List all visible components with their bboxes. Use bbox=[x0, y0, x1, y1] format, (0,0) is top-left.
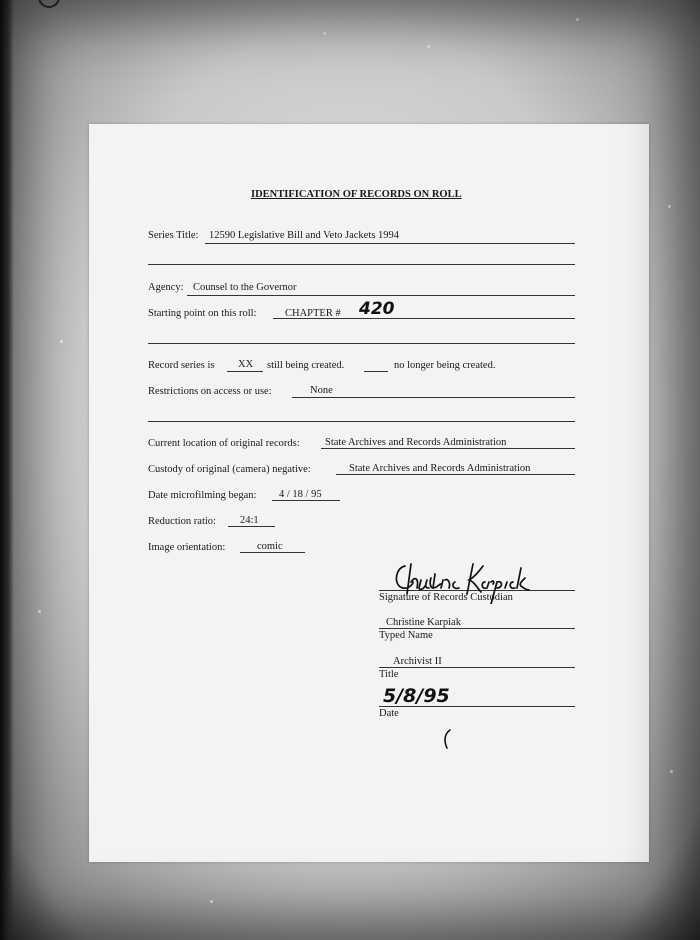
restrictions-rule bbox=[292, 397, 575, 398]
orientation-label: Image orientation: bbox=[148, 542, 226, 553]
blank-line bbox=[148, 343, 575, 344]
restrictions-label: Restrictions on access or use: bbox=[148, 386, 272, 397]
date-began-label: Date microfilming began: bbox=[148, 490, 257, 501]
dust-speck bbox=[576, 18, 579, 21]
record-series-still-rule bbox=[227, 371, 263, 372]
dust-speck bbox=[38, 610, 41, 613]
series-title-rule bbox=[205, 243, 575, 244]
dust-speck bbox=[670, 770, 673, 773]
form-page bbox=[89, 124, 649, 862]
date-caption: Date bbox=[379, 708, 399, 719]
custody-value: State Archives and Records Administration bbox=[349, 463, 531, 474]
record-series-mark: XX bbox=[238, 359, 254, 370]
custody-label: Custody of original (camera) negative: bbox=[148, 464, 311, 475]
film-edge bbox=[0, 0, 14, 940]
current-location-value: State Archives and Records Administration bbox=[325, 437, 507, 448]
orientation-value: comic bbox=[257, 541, 283, 552]
pen-stray-mark bbox=[441, 728, 453, 750]
series-title-label: Series Title: bbox=[148, 230, 199, 241]
dust-speck bbox=[427, 45, 430, 48]
restrictions-value: None bbox=[310, 385, 333, 396]
starting-point-handwritten: 420 bbox=[359, 299, 395, 319]
typed-name-value: Christine Karpiak bbox=[386, 617, 461, 628]
dust-speck bbox=[323, 32, 326, 35]
reduction-value: 24:1 bbox=[240, 515, 259, 526]
reduction-label: Reduction ratio: bbox=[148, 516, 216, 527]
title-value: Archivist II bbox=[393, 656, 442, 667]
date-handwritten: 5/8/95 bbox=[383, 685, 450, 707]
dust-speck bbox=[210, 900, 213, 903]
no-longer-being-created-text: no longer being created. bbox=[394, 360, 496, 371]
blank-line bbox=[148, 264, 575, 265]
record-series-label: Record series is bbox=[148, 360, 215, 371]
agency-rule bbox=[187, 295, 575, 296]
dust-speck bbox=[60, 340, 63, 343]
agency-label: Agency: bbox=[148, 282, 184, 293]
form-heading: IDENTIFICATION OF RECORDS ON ROLL bbox=[251, 189, 462, 200]
record-series-no-longer-rule bbox=[364, 371, 388, 372]
still-being-created-text: still being created. bbox=[267, 360, 345, 371]
title-caption: Title bbox=[379, 669, 399, 680]
typed-name-caption: Typed Name bbox=[379, 630, 433, 641]
agency-value: Counsel to the Governor bbox=[193, 282, 297, 293]
date-began-value: 4 / 18 / 95 bbox=[279, 489, 322, 500]
signature-caption: Signature of Records Custodian bbox=[379, 592, 513, 603]
current-location-label: Current location of original records: bbox=[148, 438, 300, 449]
film-corner-mark bbox=[38, 0, 60, 8]
dust-speck bbox=[668, 205, 671, 208]
blank-line bbox=[148, 421, 575, 422]
starting-point-label: Starting point on this roll: bbox=[148, 308, 257, 319]
starting-point-value: CHAPTER # bbox=[285, 308, 341, 319]
series-title-value: 12590 Legislative Bill and Veto Jackets 1994 bbox=[209, 230, 399, 241]
